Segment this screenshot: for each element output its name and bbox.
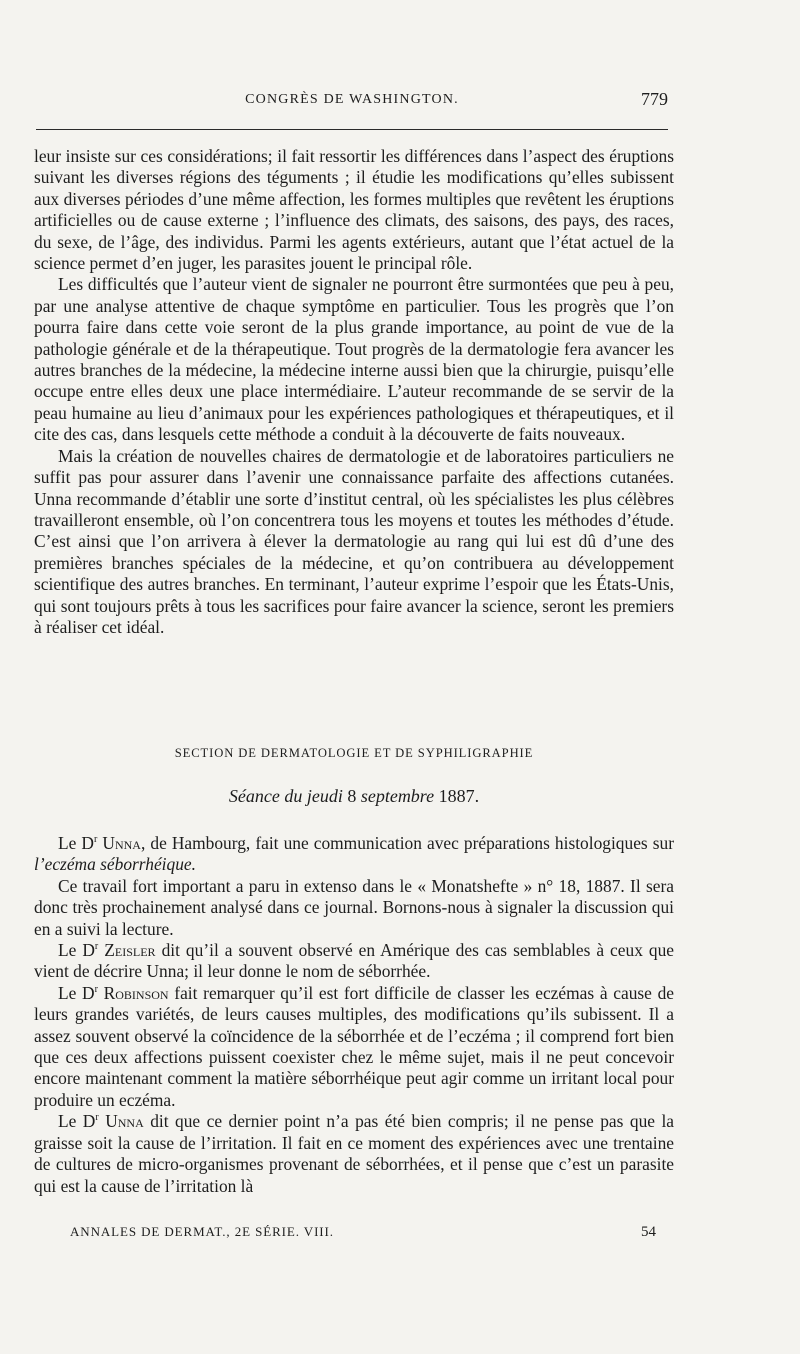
speaker-name: Unna [105, 1111, 144, 1132]
discussion-text: fait remarquer qu’il est fort difficile de classer les eczémas à cause de leurs grandes variétés, de leurs causes multiples, des modifications qu’ils subissent. Il a assez souvent observé la coïncidence de la séborrhée et de l’eczéma ; il comprend fort bien que ces deux affections puissent coexister chez le même sujet, mais il ne peut concevoir encore maintenant comment la matière séborrhéique peut agir comme un irritant local pour produire un eczéma. [34, 982, 674, 1110]
discussion-paragraph-robinson [34, 983, 674, 1111]
speaker-prefix: Le D [58, 1111, 96, 1132]
sheet-number: 54 [641, 1224, 656, 1240]
discussion-paragraph-unna [34, 833, 674, 876]
speaker-prefix: Le D [58, 940, 95, 961]
running-head [36, 89, 668, 118]
paragraph-2: Les difficultés que l’auteur vient de signaler ne pourront être surmontées que peu à peu, par une analyse attentive de chaque symptôme en particulier. Tous les progrès que l’on pourra faire dans cette voie seront de la plus grande importance, au point de vue de la pathologie générale et de la thérapeutique. Tout progrès de la dermatologie fera avancer les autres branches de la médecine, la médecine interne aussi bien que la chirurgie, puisqu’elle occupe entre elles deux une place intermédiaire. L’auteur recommande de se servir de la peau humaine au lieu d’animaux pour les expériences pathologiques et thérapeutiques, et il cite des cas, dans lesquels cette méthode a conduit à la découverte de faits nouveaux. [34, 274, 674, 445]
discussion-text: , de Hambourg, fait une communication avec préparations histologiques sur [140, 833, 674, 853]
title-superscript: r [94, 941, 99, 953]
speaker-prefix: Le D [58, 833, 94, 853]
title-superscript: r [95, 1112, 99, 1124]
session-weekday: Séance du jeudi [228, 786, 343, 806]
discussion-paragraph-unna-reply [34, 1111, 674, 1197]
session-day: 8 [347, 786, 357, 806]
discussion [34, 833, 674, 1197]
paragraph-3: Mais la création de nouvelles chaires de dermatologie et de laboratoires particuliers ne suffit pas pour assurer dans l’avenir une connaissance parfaite des affections cutanées. Unna recommande d’établir une sorte d’institut central, où les spécialistes les plus célèbres travailleront ensemble, où l’on concentrera tous les moyens et toutes les méthodes d’étude. C’est ainsi que l’on arrivera à élever la dermatologie au rang qui lui est dû d’une des premières branches spéciales de la médecine, et qu’on contribuera au développement scientifique des autres branches. En terminant, l’auteur exprime l’espoir que les États-Unis, qui sont toujours prêts à tous les sacrifices pour faire avancer la science, seront les premiers à réaliser cet idéal. [34, 445, 674, 637]
page-number: 779 [641, 89, 668, 109]
footer [70, 1224, 656, 1246]
title-superscript: r [94, 984, 98, 996]
title-superscript: r [93, 834, 98, 846]
speaker-name: Robinson [103, 982, 169, 1003]
header-rule [36, 129, 668, 130]
communication-title: l’eczéma séborrhéique. [34, 854, 196, 875]
footer-signature: ANNALES DE DERMAT., 2E SÉRIE. VIII. [70, 1224, 334, 1239]
running-title: CONGRÈS DE WASHINGTON. [245, 92, 459, 107]
speaker-prefix: Le D [58, 982, 95, 1003]
discussion-paragraph-note: Ce travail fort important a paru in extenso dans le « Monatshefte » n° 18, 1887. Il sera donc très prochainement analysé dans ce journal. Bornons-nous à signaler la discussion qui en a suivi la lecture. [34, 875, 674, 939]
speaker-name: Unna [102, 833, 141, 853]
discussion-text: dit que ce dernier point n’a pas été bien compris; il ne pense pas que la graisse soit la cause de l’irritation. Il fait en ce moment des expériences avec une trentaine de cultures de micro-organismes provenant de séborrhées, et il pense que c’est un parasite qui est la cause de l’irritation là [34, 1111, 675, 1196]
session-date [34, 786, 674, 807]
discussion-text: dit qu’il a souvent observé en Amérique des cas semblables à ceux que vient de décrire Unna; il leur donne le nom de séborrhée. [34, 940, 674, 982]
speaker-name: Zeisler [104, 940, 156, 961]
session-year: 1887. [438, 786, 480, 806]
section-heading: SECTION DE DERMATOLOGIE ET DE SYPHILIGRAPHIE [174, 746, 534, 760]
discussion-paragraph-zeisler [34, 940, 674, 983]
session-month: septembre [360, 786, 435, 806]
paragraph-1: leur insiste sur ces considérations; il fait ressortir les différences dans l’aspect des éruptions suivant les diverses régions des téguments ; il étudie les modifications qu’elles subissent aux diverses périodes d’une même affection, les formes multiples que revêtent les éruptions artificielles ou de cause externe ; l’influence des climats, des saisons, des pays, des races, du sexe, de l’âge, des individus. Parmi les agents extérieurs, autant que l’état actuel de la science permet d’en juger, les parasites jouent le principal rôle. [34, 146, 674, 274]
body-text [34, 146, 674, 638]
